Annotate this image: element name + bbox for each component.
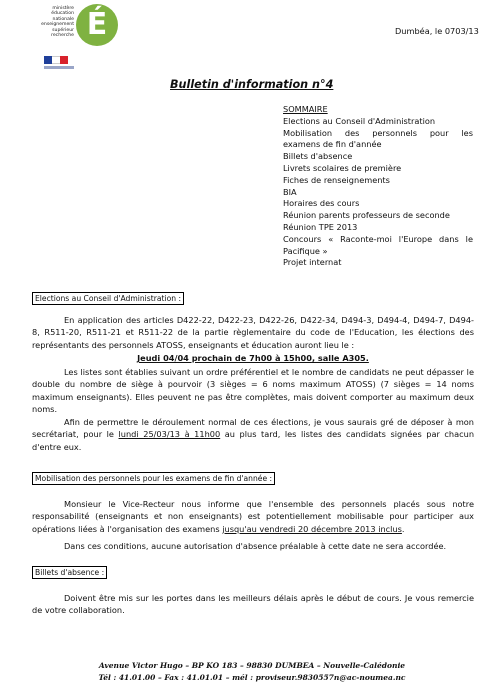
ministry-logo-text	[22, 6, 74, 38]
summary-item: BIA	[283, 186, 297, 197]
document-date: Dumbéa, le 0703/13	[395, 26, 479, 36]
elections-date: Jeudi 04/04 prochain de 7h00 à 15h00, salle A305.	[137, 353, 369, 363]
section-heading-absence: Billets d'absence :	[32, 566, 107, 579]
logo-line: recherche	[51, 33, 74, 39]
summary-item: Billets d'absence	[283, 151, 353, 162]
elections-deadline-paragraph: Afin de permettre le déroulement normal de ces élections, je vous saurais gré de déposer à mon secrétariat, pour le lundi 25/03/13 à 11h00 au plus tard, les listes des candidats signées par chacun d'entre eux.	[32, 417, 475, 452]
mobilisation-deadline: jusqu'au vendredi 20 décembre 2013 inclus	[222, 523, 402, 534]
footer-contact: Tél : 41.01.00 – Fax : 41.01.01 – mél : proviseur.9830557n@ac-noumea.nc	[98, 673, 406, 682]
elections-deadline: lundi 25/03/13 à 11h00	[118, 429, 221, 440]
summary-box	[283, 104, 473, 269]
logo-line: enseignement	[41, 22, 74, 28]
summary-item: Concours « Raconte-moi l'Europe dans le	[283, 233, 473, 244]
summary-item: Elections au Conseil d'Administration	[283, 115, 436, 126]
summary-item: Projet internat	[283, 257, 342, 268]
footer-address: Avenue Victor Hugo – BP KO 183 – 98830 DUMBEA – Nouvelle-Calédonie	[98, 661, 406, 670]
absence-paragraph: Doivent être mis sur les portes dans les meilleurs délais après le début de cours. Je vous remercie de votre collaboration.	[32, 593, 474, 616]
summary-heading: SOMMAIRE	[283, 104, 328, 114]
logo-line: nationale	[52, 16, 74, 22]
page-title: Bulletin d'information n°4	[170, 78, 334, 91]
summary-item: examens de fin d'année	[283, 139, 382, 150]
education-logo-icon: É	[76, 4, 118, 46]
republic-flag-icon	[44, 56, 68, 64]
elections-paragraph: En application des articles D422-22, D422-23, D422-26, D422-34, D494-3, D494-4, D494-7, D494-8, R511-20, R511-21 et R511-22 de la partie règlementaire du code de l'Education, les élections des représentants des personnels ATOSS, enseignants et éducation auront lieu le :	[32, 315, 474, 350]
summary-item: Réunion TPE 2013	[283, 221, 358, 232]
mobilisation-paragraph-2: Dans ces conditions, aucune autorisation d'absence préalable à cette date ne sera accordée.	[64, 541, 447, 551]
summary-item: Mobilisation des personnels pour les	[283, 127, 473, 138]
elections-lists-paragraph: Les listes sont établies suivant un ordre préférentiel et le nombre de candidats ne peut dépasser le double du nombre de siège à pourvoir (3 sièges = 6 noms maximum ATOSS) (7 sièges = 14 noms maximum enseignants). Elles peuvent ne pas être complètes, mais doivent comporter au maximum deux noms.	[32, 367, 474, 415]
section-heading-elections: Elections au Conseil d'Administration :	[32, 292, 184, 305]
summary-item: Horaires des cours	[283, 198, 360, 209]
logo-line: ministère	[52, 6, 74, 11]
mobilisation-paragraph: Monsieur le Vice-Recteur nous informe que l'ensemble des personnels placés sous notre responsabilité (enseignants et non enseignants) est potentiellement mobilisable pour participer aux opérations liées à l'organisation des examens jusqu'au vendredi 20 décembre 2013 inclus.	[32, 499, 474, 534]
summary-item: Livrets scolaires de première	[283, 162, 402, 173]
summary-item: Fiches de renseignements	[283, 174, 390, 185]
section-heading-mobilisation: Mobilisation des personnels pour les examens de fin d'année :	[32, 472, 275, 485]
republic-mark	[44, 66, 74, 69]
logo-line: éducation	[51, 11, 74, 17]
summary-item: Pacifique »	[283, 245, 328, 256]
summary-item: Réunion parents professeurs de seconde	[283, 210, 450, 221]
logo-line: supérieur	[52, 27, 74, 33]
